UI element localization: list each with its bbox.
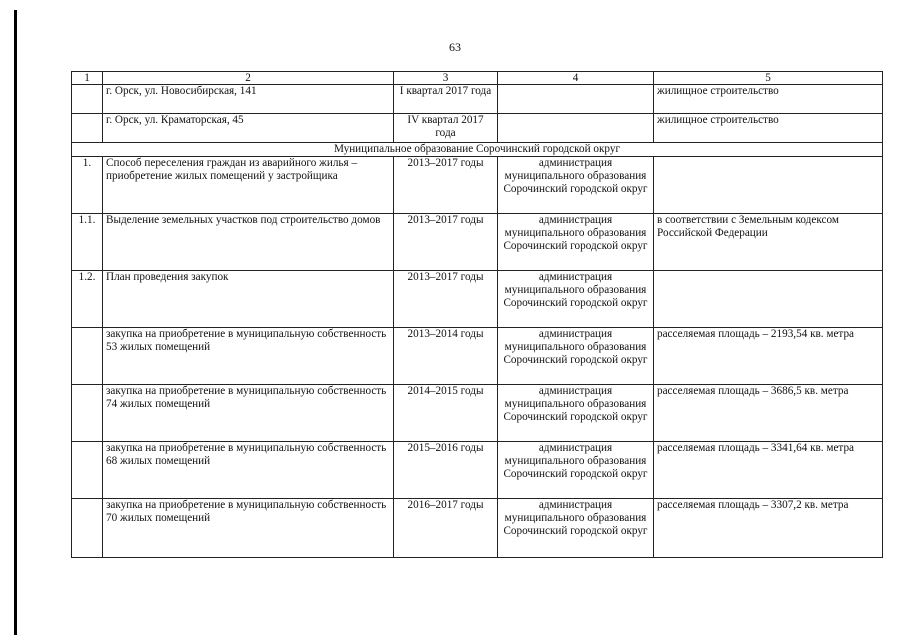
row-number-cell xyxy=(72,499,103,558)
row-executor-cell: администрация муниципального образования Сорочинский городской округ xyxy=(498,328,654,385)
page-number: 63 xyxy=(449,40,461,54)
data-table xyxy=(71,71,883,558)
table-row xyxy=(72,114,883,143)
row-period-cell: 2014–2015 годы xyxy=(394,385,498,442)
row-result-cell: расселяемая площадь – 3686,5 кв. метра xyxy=(654,385,883,442)
row-name-cell: г. Орск, ул. Новосибирская, 141 xyxy=(103,85,394,114)
row-name-cell: Выделение земельных участков под строительство домов xyxy=(103,214,394,271)
row-period-cell: IV квартал 2017 года xyxy=(394,114,498,143)
row-executor-cell xyxy=(498,85,654,114)
header-cell: 2 xyxy=(103,72,394,85)
row-period-cell: 2013–2017 годы xyxy=(394,157,498,214)
row-number-cell xyxy=(72,442,103,499)
row-name-cell: План проведения закупок xyxy=(103,271,394,328)
table-row xyxy=(72,385,883,442)
table-row xyxy=(72,499,883,558)
row-number-cell xyxy=(72,385,103,442)
row-period-cell: 2015–2016 годы xyxy=(394,442,498,499)
row-period-cell: 2013–2017 годы xyxy=(394,214,498,271)
row-name-cell: г. Орск, ул. Краматорская, 45 xyxy=(103,114,394,143)
header-cell: 5 xyxy=(654,72,883,85)
header-cell: 1 xyxy=(72,72,103,85)
row-number-cell: 1. xyxy=(72,157,103,214)
row-executor-cell xyxy=(498,114,654,143)
row-executor-cell: администрация муниципального образования Сорочинский городской округ xyxy=(498,214,654,271)
row-number-cell xyxy=(72,328,103,385)
table-row xyxy=(72,214,883,271)
row-period-cell: 2016–2017 годы xyxy=(394,499,498,558)
row-number-cell xyxy=(72,85,103,114)
row-name-cell: закупка на приобретение в муниципальную собственность 70 жилых помещений xyxy=(103,499,394,558)
row-period-cell: I квартал 2017 года xyxy=(394,85,498,114)
row-result-cell: расселяемая площадь – 2193,54 кв. метра xyxy=(654,328,883,385)
row-executor-cell: администрация муниципального образования Сорочинский городской округ xyxy=(498,442,654,499)
row-executor-cell: администрация муниципального образования Сорочинский городской округ xyxy=(498,385,654,442)
table-header-row xyxy=(72,72,883,85)
row-result-cell: жилищное строительство xyxy=(654,114,883,143)
table-row xyxy=(72,157,883,214)
row-name-cell: Способ переселения граждан из аварийного жилья – приобретение жилых помещений у застройщика xyxy=(103,157,394,214)
header-cell: 3 xyxy=(394,72,498,85)
row-result-cell xyxy=(654,157,883,214)
row-result-cell: в соответствии с Земельным кодексом Российской Федерации xyxy=(654,214,883,271)
row-result-cell xyxy=(654,271,883,328)
row-period-cell: 2013–2014 годы xyxy=(394,328,498,385)
row-period-cell: 2013–2017 годы xyxy=(394,271,498,328)
row-number-cell: 1.1. xyxy=(72,214,103,271)
scan-edge-bar xyxy=(14,10,17,635)
row-result-cell: расселяемая площадь – 3341,64 кв. метра xyxy=(654,442,883,499)
table-row xyxy=(72,442,883,499)
row-name-cell: закупка на приобретение в муниципальную собственность 68 жилых помещений xyxy=(103,442,394,499)
row-result-cell: расселяемая площадь – 3307,2 кв. метра xyxy=(654,499,883,558)
row-number-cell: 1.2. xyxy=(72,271,103,328)
row-number-cell xyxy=(72,114,103,143)
row-executor-cell: администрация муниципального образования Сорочинский городской округ xyxy=(498,271,654,328)
row-result-cell: жилищное строительство xyxy=(654,85,883,114)
row-executor-cell: администрация муниципального образования Сорочинский городской округ xyxy=(498,157,654,214)
section-row xyxy=(72,143,883,157)
table-row xyxy=(72,328,883,385)
table-row xyxy=(72,85,883,114)
header-cell: 4 xyxy=(498,72,654,85)
table-row xyxy=(72,271,883,328)
row-executor-cell: администрация муниципального образования Сорочинский городской округ xyxy=(498,499,654,558)
section-title: Муниципальное образование Сорочинский городской округ xyxy=(72,143,883,157)
row-name-cell: закупка на приобретение в муниципальную собственность 53 жилых помещений xyxy=(103,328,394,385)
row-name-cell: закупка на приобретение в муниципальную собственность 74 жилых помещений xyxy=(103,385,394,442)
